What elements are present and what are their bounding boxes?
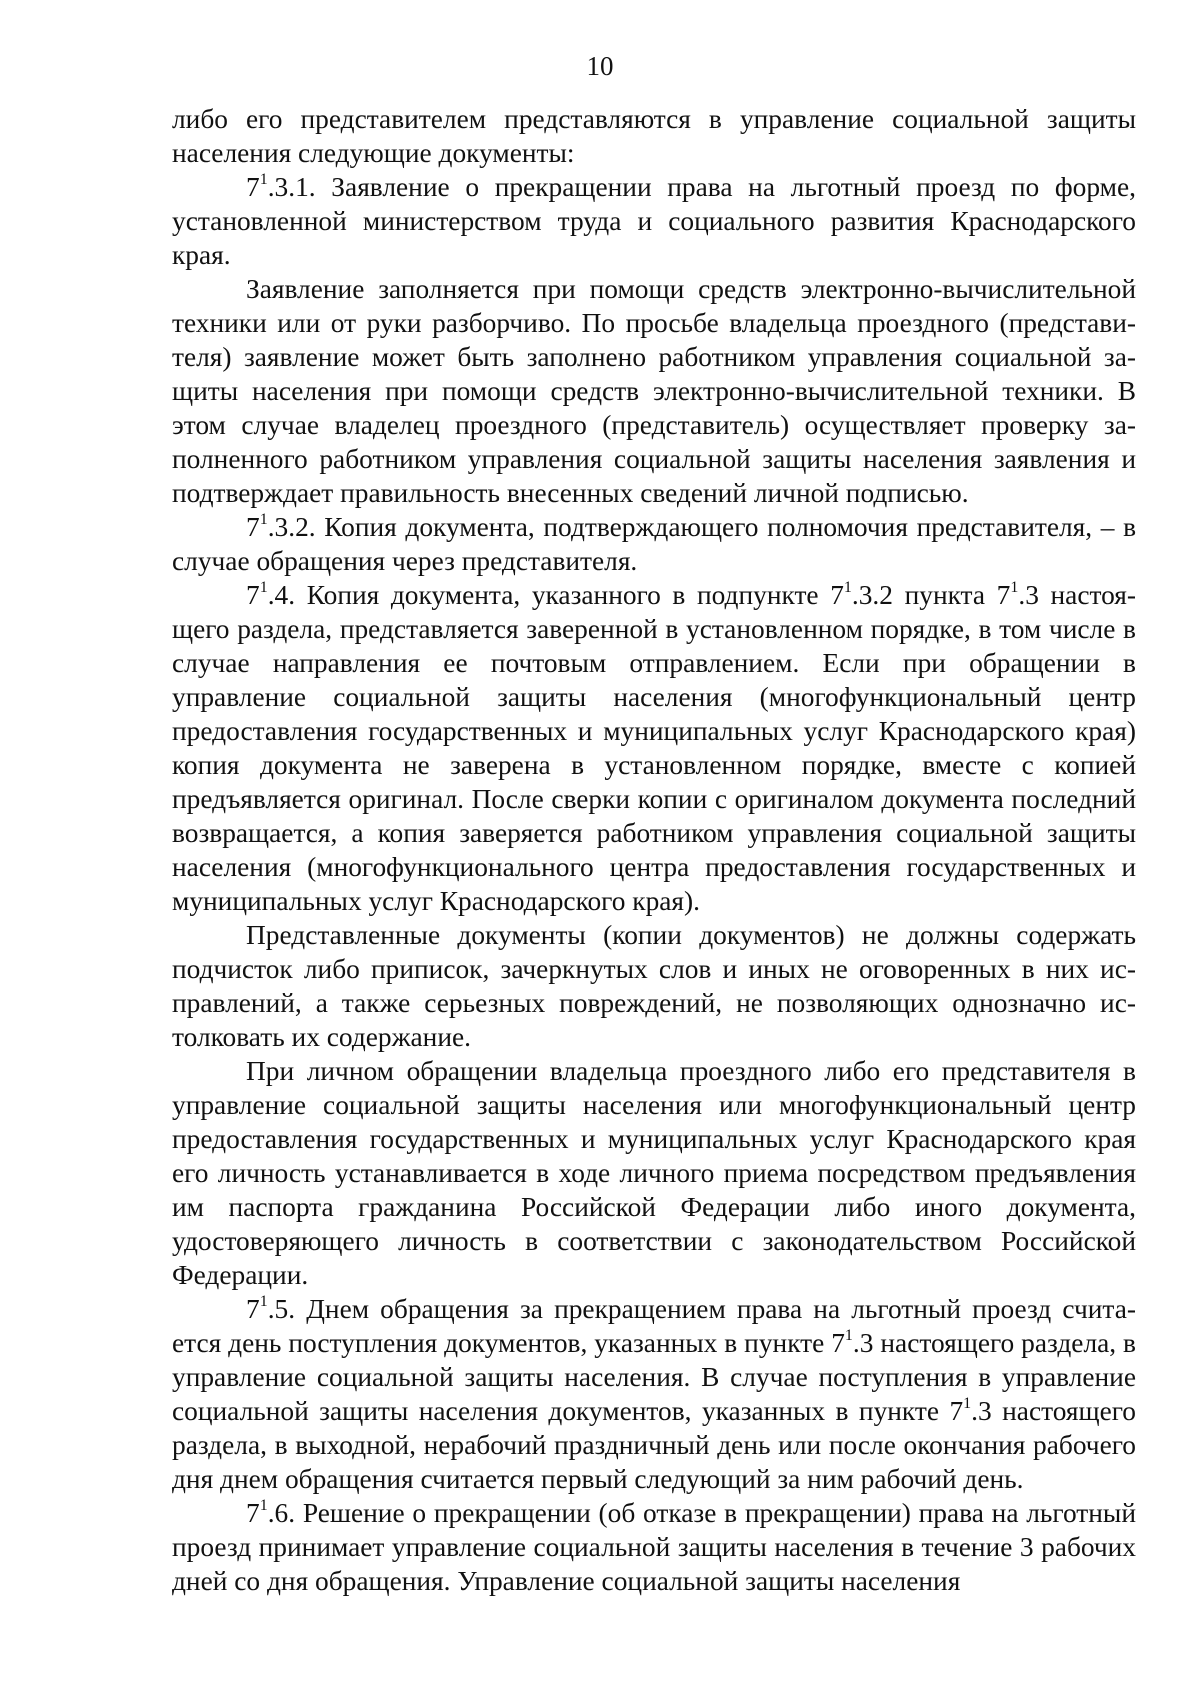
paragraph-7-1-4 bbox=[172, 578, 1136, 918]
paragraph-7-1-3-1 bbox=[172, 170, 1136, 272]
clause-text: .3.1. Заявление о прекращении права на льготный проезд по форме, установленной министерством труда и социального развития Краснодарского края. bbox=[172, 172, 1136, 270]
clause-text: .6. Решение о прекращении (об отказе в прекращении) права на льготный проезд принимает управление социальной защиты населения в течение 3 рабочих дней со дня обращения. Управление социальной защиты населения bbox=[172, 1498, 1136, 1596]
clause-text: .4. Копия документа, указанного в подпункте 7 bbox=[267, 580, 844, 610]
paragraph-7-1-3-2 bbox=[172, 510, 1136, 578]
clause-text: .3.2. Копия документа, подтверждающего полномочия представителя, – в случае обращения через представителя. bbox=[172, 512, 1136, 576]
superscript: 1 bbox=[259, 1496, 268, 1514]
clause-text: .3 настоящего раздела, в выходной, нерабочий праздничный день или после окончания рабочего дня днем обращения считается первый следующий за ним рабочий день. bbox=[172, 1396, 1136, 1494]
superscript: 1 bbox=[259, 578, 268, 596]
clause-text: .3 настоящего раздела, представляется заверенной в установленном порядке, в том числе в случае направления ее почтовым отправлением. Если при обращении в управление социальной защиты населения (многофункциональный центр предоставления государственных и муниципальных услуг Краснодарского края) копия документа не заверена в установленном порядке, вместе с копией предъявляется оригинал. После сверки копии с оригиналом документа последний возвращается, а копия заверяется работником управления социальной защиты населения (многофункционального центра предоставления государственных и муниципальных услуг Краснодарского края). bbox=[172, 580, 1136, 916]
page-number: 10 bbox=[586, 51, 614, 81]
clause-text: .5. Днем обращения за прекращением права на льготный проезд считается день поступления документов, указанных в пункте 7 bbox=[172, 1294, 1136, 1358]
superscript: 1 bbox=[1010, 578, 1019, 596]
paragraph-personal-appeal: При личном обращении владельца проездного либо его представителя в управление социальной защиты населения или многофункциональный центр предоставления государственных и муниципальных услуг Краснодарского края его личность устанавливается в ходе личного приема посредством предъявления им паспорта гражданина Российской Федерации либо иного документа, удостоверяющего личность в соответствии с законодательством Российской Федерации. bbox=[172, 1056, 1136, 1290]
paragraph-documents-requirements: Представленные документы (копии документов) не должны содержать подчисток либо приписок, зачеркнутых слов и иных не оговоренных в них исправлений, а также серьезных повреждений, не позволяющих однозначно истолковать их содержание. bbox=[172, 920, 1136, 1052]
paragraph-7-1-6 bbox=[172, 1496, 1136, 1598]
superscript: 1 bbox=[843, 578, 852, 596]
document-body bbox=[172, 102, 1136, 1598]
clause-number: 7 bbox=[246, 580, 260, 610]
superscript: 1 bbox=[963, 1394, 972, 1412]
paragraph-application-filling: Заявление заполняется при помощи средств электронно-вычислительной техники или от руки разборчиво. По просьбе владельца проездного (представителя) заявление может быть заполнено работником управления социальной защиты населения при помощи средств электронно-вычислительной техники. В этом случае владелец проездного (представитель) осуществляет проверку заполненного работником управления социальной защиты населения заявления и подтверждает правильность внесенных сведений личной подписью. bbox=[172, 274, 1136, 508]
clause-number: 7 bbox=[246, 1294, 260, 1324]
superscript: 1 bbox=[259, 510, 268, 528]
clause-number: 7 bbox=[246, 512, 260, 542]
paragraph-intro: либо его представителем представляются в управление социальной защиты населения следующие документы: bbox=[172, 104, 1136, 168]
paragraph-7-1-5 bbox=[172, 1292, 1136, 1496]
superscript: 1 bbox=[259, 1292, 268, 1310]
superscript: 1 bbox=[259, 170, 268, 188]
clause-text: .3 настоящего раздела, в управление социальной защиты населения. В случае поступления в управление социальной защиты населения документов, указанных в пункте 7 bbox=[172, 1328, 1136, 1426]
superscript: 1 bbox=[844, 1326, 853, 1344]
clause-number: 7 bbox=[246, 1498, 260, 1528]
clause-number: 7 bbox=[246, 172, 260, 202]
clause-text: .3.2 пункта 7 bbox=[851, 580, 1011, 610]
